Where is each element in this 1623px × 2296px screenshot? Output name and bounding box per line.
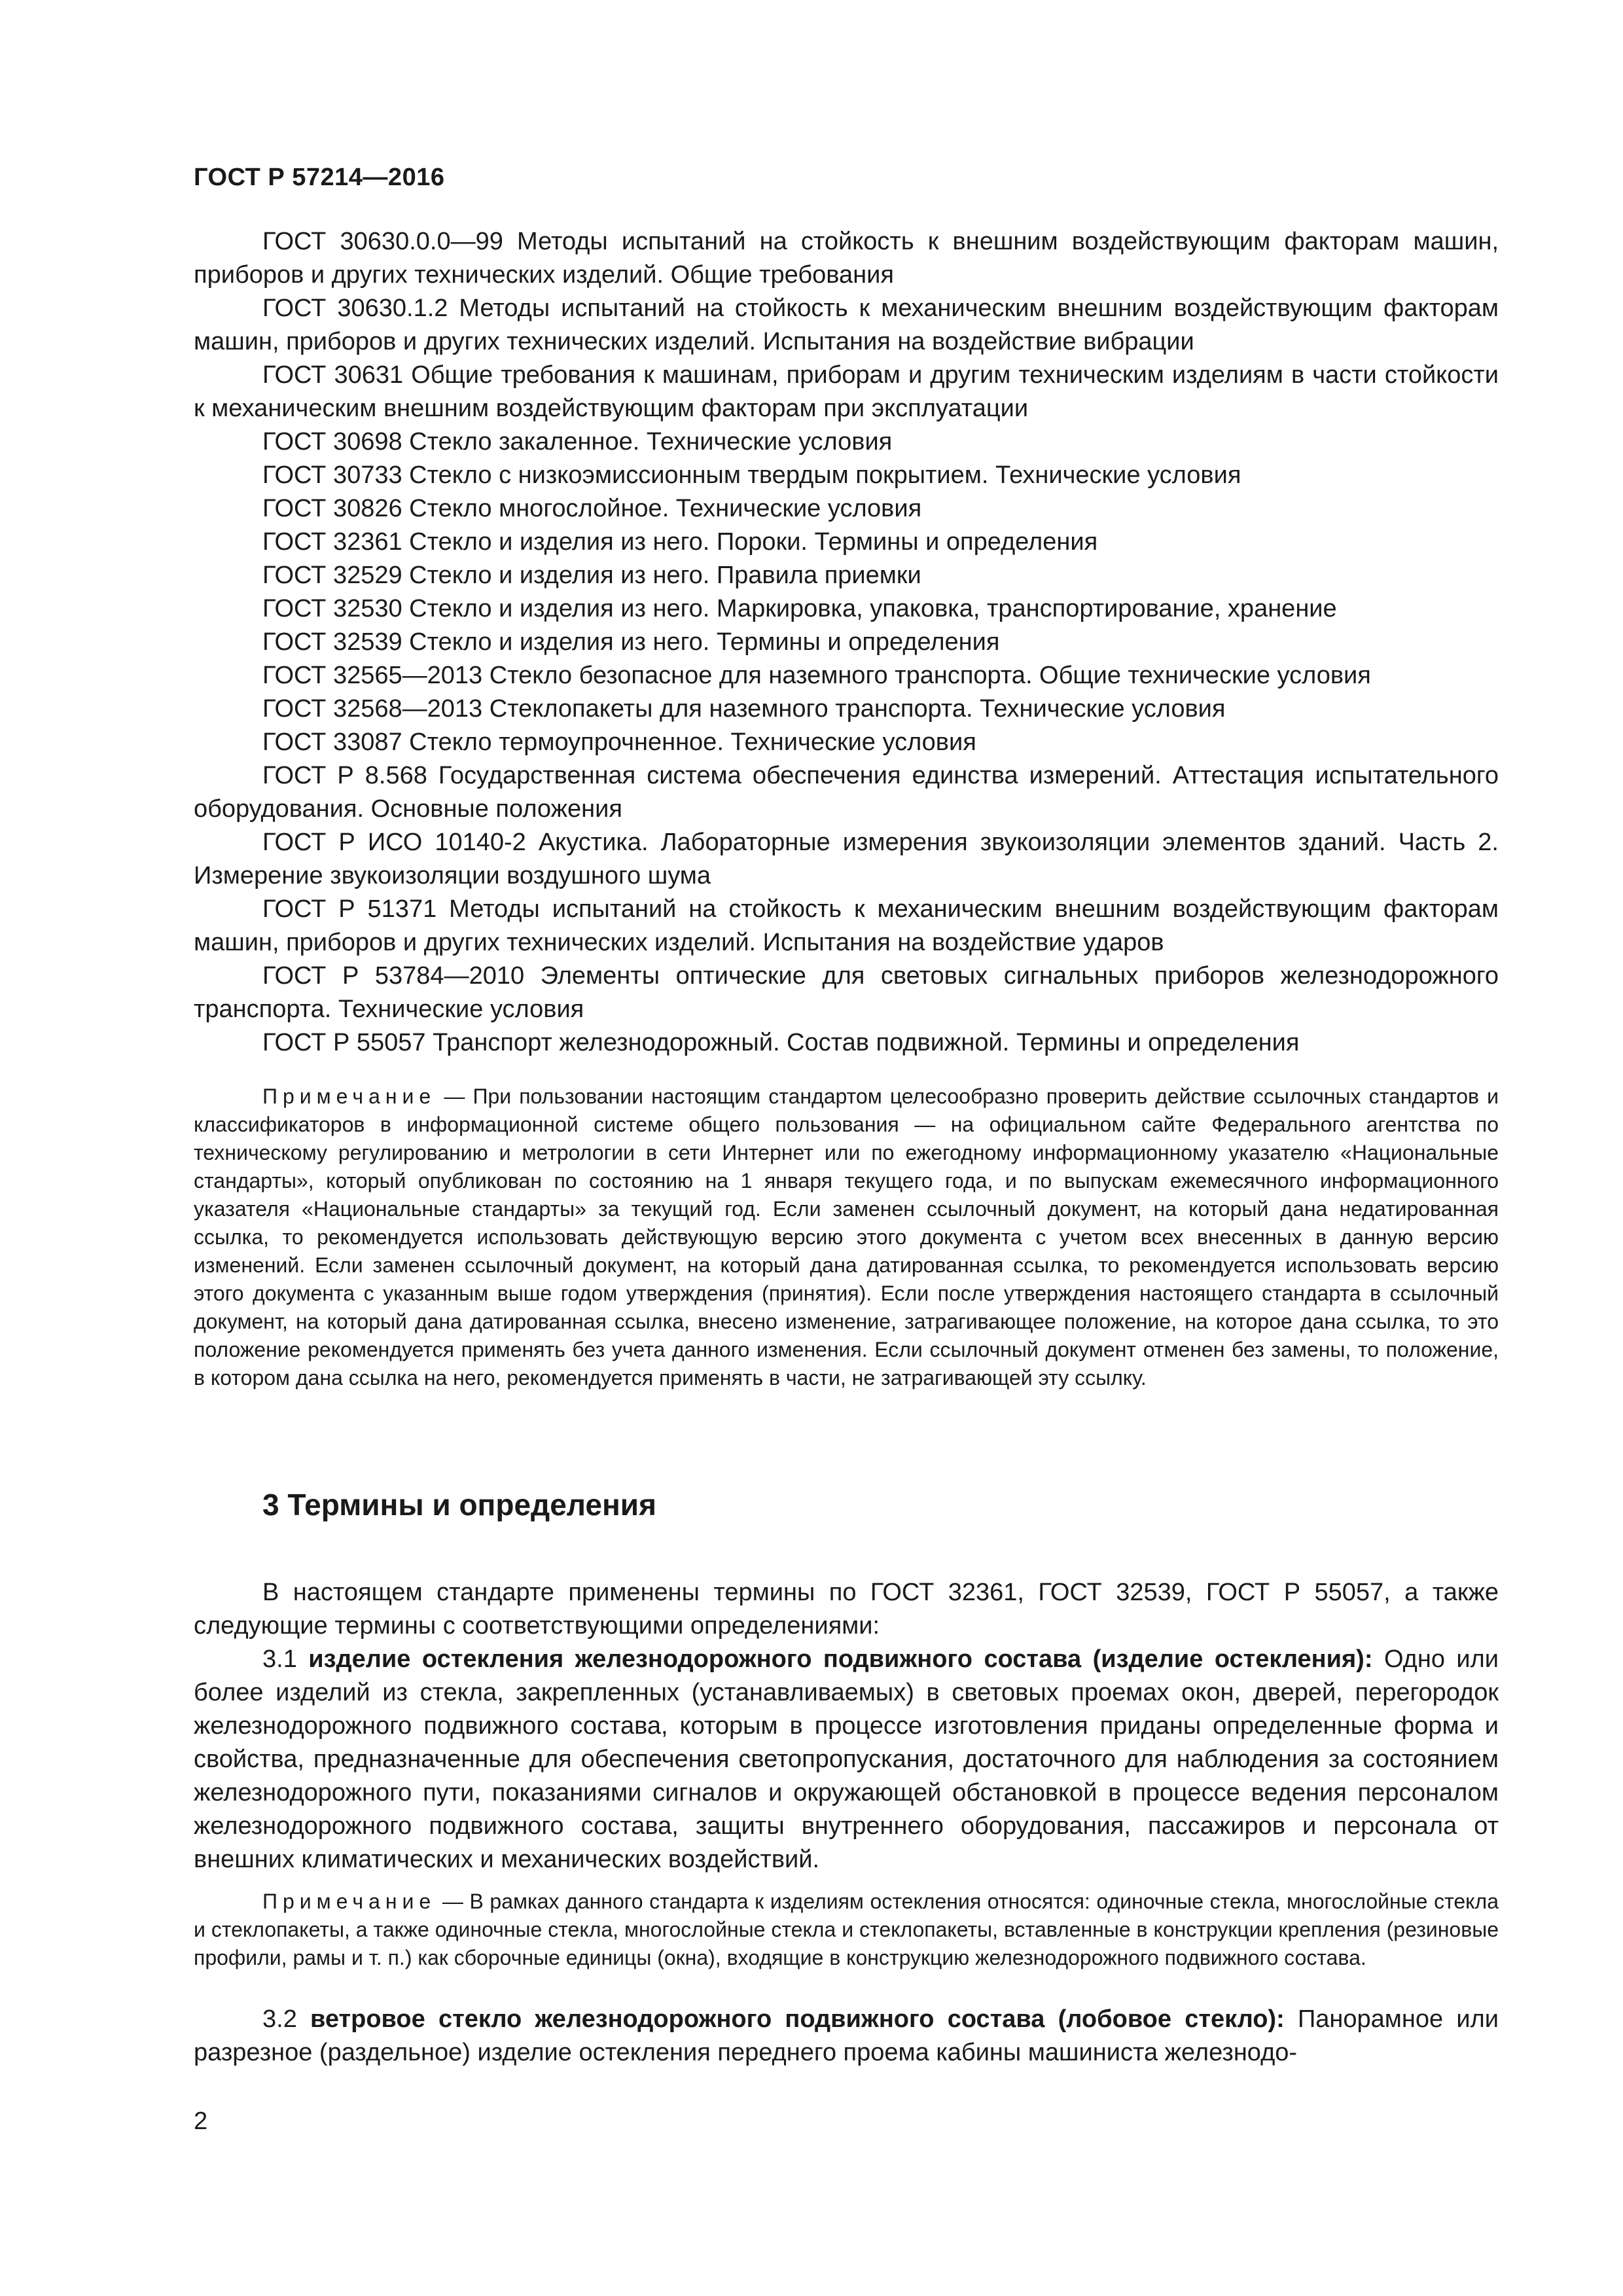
reference-item: ГОСТ 30630.1.2 Методы испытаний на стойкость к механическим внешним воздействующим факторам машин, приборов и других технических изделий. Испытания на воздействие вибрации [194,295,1499,355]
normative-references-list [194,225,1499,1060]
reference-item: ГОСТ Р 53784—2010 Элементы оптические для световых сигнальных приборов железнодорожного транспорта. Технические условия [194,962,1499,1023]
reference-item: ГОСТ 32530 Стекло и изделия из него. Маркировка, упаковка, транспортирование, хранение [262,595,1337,622]
term-number: 3.1 [262,1645,297,1673]
reference-item: ГОСТ 32361 Стекло и изделия из него. Пороки. Термины и определения [262,528,1098,556]
section-heading: 3 Термины и определения [262,1488,656,1522]
reference-item: ГОСТ Р 8.568 Государственная система обеспечения единства измерений. Аттестация испытательного оборудования. Основные положения [194,762,1499,823]
references-note [194,1083,1499,1392]
reference-item: ГОСТ Р 55057 Транспорт железнодорожный. Состав подвижной. Термины и определения [262,1029,1300,1056]
term-definition: Панорамное или разрезное (раздельное) изделие остекления переднего проема кабины машиниста железнодо- [194,2005,1499,2066]
note-text: — В рамках данного стандарта к изделиям остекления относятся: одиночные стекла, многослойные стекла и стеклопакеты, а также одиночные стекла, многослойные стекла и стеклопакеты, вставленные в конструкции крепления (резиновые профили, рамы и т. п.) как сборочные единицы (окна), входящие в конструкцию железнодорожного подвижного состава. [194,1890,1499,1969]
reference-item: ГОСТ 32539 Стекло и изделия из него. Термины и определения [262,628,1000,656]
reference-item: ГОСТ 33087 Стекло термоупрочненное. Технические условия [262,728,976,756]
terms-block-continued [194,2003,1499,2070]
note-text: — При пользовании настоящим стандартом целесообразно проверить действие ссылочных стандартов и классификаторов в информационной системе общего пользования — на официальном сайте Федерального агентства по техническому регулированию и метрологии в сети Интернет или по ежегодному информационному указателю «Национальные стандарты», который опубликован по состоянию на 1 января текущего года, и по выпускам ежемесячного информационного указателя «Национальные стандарты» за текущий год. Если заменен ссылочный документ, на который дана недатированная ссылка, то рекомендуется использовать действующую версию этого документа с учетом всех внесенных в данную версию изменений. Если заменен ссылочный документ, на который дана датированная ссылка, то рекомендуется использовать версию этого документа с указанным выше годом утверждения (принятия). Если после утверждения настоящего стандарта в ссылочный документ, на который дана датированная ссылка, внесено изменение, затрагивающее положение, на которое дана ссылка, то это положение рекомендуется применять без учета данного изменения. Если ссылочный документ отменен без замены, то положение, в котором дана ссылка на него, рекомендуется применять в части, не затрагивающей эту ссылку. [194,1085,1499,1390]
document-header: ГОСТ Р 57214—2016 [194,164,445,191]
terms-block [194,1576,1499,1876]
term-number: 3.2 [262,2005,297,2033]
reference-item: ГОСТ 30733 Стекло с низкоэмиссионным твердым покрытием. Технические условия [262,461,1241,489]
reference-item: ГОСТ 32565—2013 Стекло безопасное для наземного транспорта. Общие технические условия [262,662,1371,689]
reference-item: ГОСТ 30631 Общие требования к машинам, приборам и другим техническим изделиям в части стойкости к механическим внешним воздействующим факторам при эксплуатации [194,361,1499,422]
reference-item: ГОСТ 32568—2013 Стеклопакеты для наземного транспорта. Технические условия [262,695,1226,723]
term-definition: Одно или более изделий из стекла, закрепленных (устанавливаемых) в световых проемах окон, дверей, перегородок железнодорожного подвижного состава, которым в процессе изготовления приданы определенные форма и свойства, предназначенные для обеспечения светопропускания, достаточного для наблюдения за состоянием железнодорожного пути, показаниями сигналов и окружающей обстановкой в процессе ведения персоналом железнодорожного подвижного состава, защиты внутреннего оборудования, пассажиров и персонала от внешних климатических и механических воздействий. [194,1645,1499,1873]
reference-item: ГОСТ 30698 Стекло закаленное. Технические условия [262,428,893,456]
term-name: ветровое стекло железнодорожного подвижного состава (лобовое стекло): [310,2005,1285,2033]
reference-item: ГОСТ 32529 Стекло и изделия из него. Правила приемки [262,562,921,589]
term-note [194,1888,1499,1972]
term-3-1 [194,1643,1499,1876]
section-intro: В настоящем стандарте применены термины по ГОСТ 32361, ГОСТ 32539, ГОСТ Р 55057, а также следующие термины с соответствующими определениями: [194,1579,1499,1640]
term-3-2 [194,2003,1499,2070]
page-number: 2 [194,2108,208,2135]
reference-item: ГОСТ Р 51371 Методы испытаний на стойкость к механическим внешним воздействующим факторам машин, приборов и других технических изделий. Испытания на воздействие ударов [194,895,1499,956]
reference-item: ГОСТ 30826 Стекло многослойное. Технические условия [262,495,922,522]
reference-item: ГОСТ Р ИСО 10140-2 Акустика. Лабораторные измерения звукоизоляции элементов зданий. Часть 2. Измерение звукоизоляции воздушного шума [194,829,1499,889]
note-label: Примечание [262,1085,437,1108]
reference-item: ГОСТ 30630.0.0—99 Методы испытаний на стойкость к внешним воздействующим факторам машин, приборов и других технических изделий. Общие требования [194,228,1499,289]
term-name: изделие остекления железнодорожного подвижного состава (изделие остекления): [308,1645,1373,1673]
note-label: Примечание [262,1890,437,1913]
